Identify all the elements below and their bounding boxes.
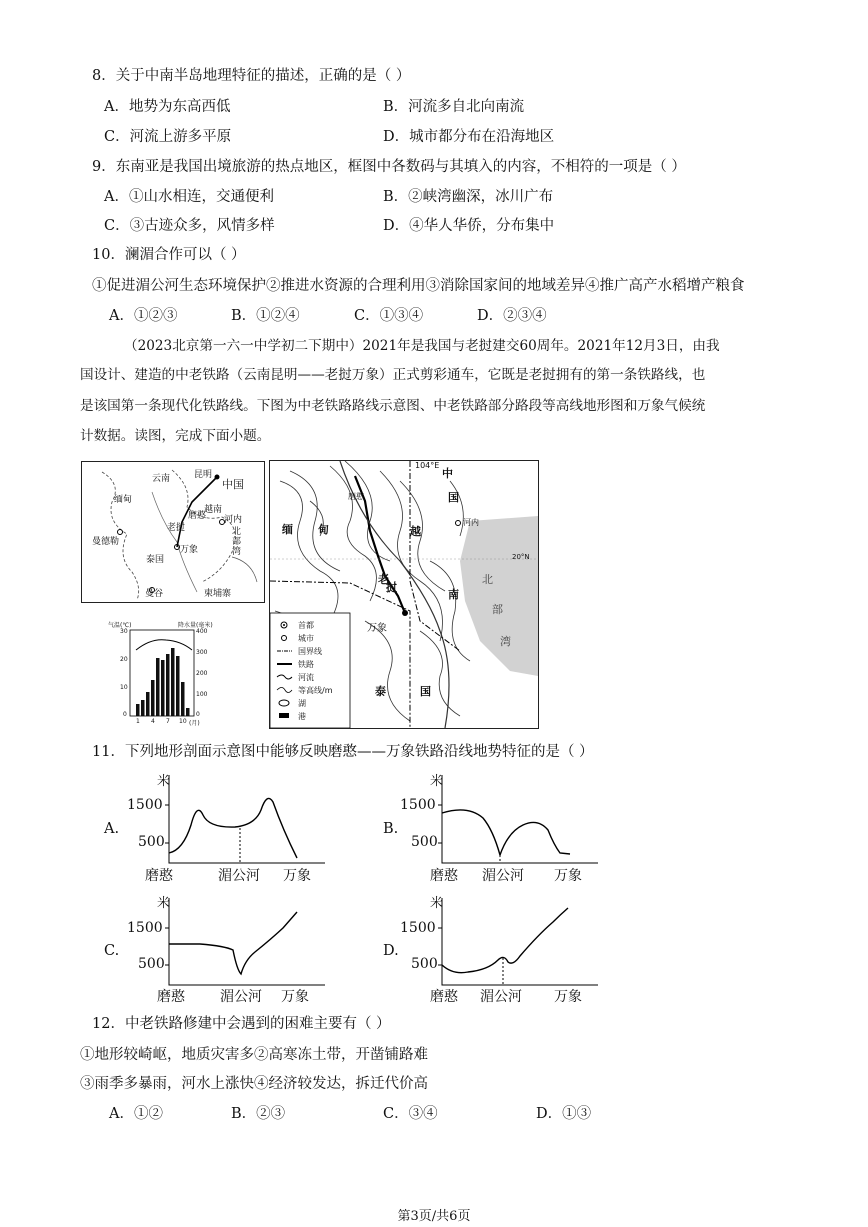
passage-line-3: 是该国第一条现代化铁路线。下图为中老铁路路线示意图、中老铁路部分路段等高线地形图和万象气候统	[80, 398, 706, 414]
q8-option-a: A．地势为东高西低	[104, 99, 231, 115]
climate-left-unit: 气温(℃)	[108, 622, 132, 629]
profile-a-xlabel-mohan: 磨憨	[145, 868, 173, 884]
page-number: 第3页/共6页	[397, 1209, 471, 1224]
profile-c-xlabel-vientiane: 万象	[281, 989, 309, 1005]
q12-line-2: ③雨季多暴雨，河水上涨快④经济较发达，拆迁代价高	[80, 1076, 428, 1092]
map2-label: 国	[420, 685, 431, 698]
q9-option-c: C．③古迹众多，风情多样	[104, 218, 275, 234]
map1-label-thailand: 泰国	[146, 555, 165, 565]
map1-label-yunnan: 云南	[152, 474, 171, 484]
climate-right-tick: 300	[196, 649, 208, 656]
q10-option-a: A．①②③	[109, 308, 178, 324]
q12-option-b: B．②③	[231, 1106, 286, 1122]
q12-line-1: ①地形较崎岖，地质灾害多②高寒冻土带，开凿铺路难	[80, 1047, 428, 1063]
q10-option-d: D．②③④	[477, 308, 547, 324]
q9-option-a: A．①山水相连，交通便利	[104, 189, 274, 205]
map1-label-bangkok: 曼谷	[145, 589, 164, 599]
map1-label-kunming: 昆明	[194, 470, 213, 480]
profile-d-xlabel-vientiane: 万象	[554, 989, 582, 1005]
map2-label: 南	[448, 588, 459, 601]
map2-label: 河内	[463, 518, 479, 527]
q9-option-d: D．④华人华侨，分布集中	[383, 218, 555, 234]
vientiane-climate-chart	[106, 620, 218, 728]
profile-a	[125, 770, 325, 888]
q12-option-c: C．③④	[383, 1106, 438, 1122]
passage-line-2: 国设计、建造的中老铁路（云南昆明——老挝万象）正式剪彩通车，它既是老挝拥有的第一条铁路线，也	[80, 367, 706, 383]
profile-c-unit: 米	[157, 896, 171, 911]
profile-b-xlabel-mekong: 湄公河	[482, 868, 524, 884]
passage-line-1: （2023北京第一六一中学初二下期中）2021年是我国与老挝建交60周年。2021年12月3日，由我	[124, 338, 720, 354]
q12-stem: 12．中老铁路修建中会遇到的困难主要有（ ）	[92, 1016, 391, 1032]
q11-option-c: C.	[104, 943, 120, 959]
map2-legend: 等高线/m	[298, 686, 333, 695]
map1-label-mandalay: 曼德勒	[92, 537, 120, 547]
climate-left-tick: 10	[120, 684, 128, 691]
q10-option-b: B．①②④	[231, 308, 300, 324]
map2-label: 越	[410, 525, 421, 538]
climate-x-tick: 7	[166, 718, 170, 725]
map2-legend: 首都	[298, 621, 314, 630]
profile-d-xlabel-mohan: 磨憨	[430, 989, 458, 1005]
profile-c	[125, 890, 325, 1008]
railway-route-map	[81, 461, 265, 603]
map1-label-vietnam: 越南	[204, 505, 223, 515]
climate-right-tick: 0	[196, 711, 200, 718]
map2-label: 国	[448, 491, 459, 504]
map2-legend: 铁路	[298, 660, 314, 669]
map1-label-myanmar: 缅甸	[114, 495, 133, 505]
map2-label: 磨憨	[348, 492, 364, 501]
profile-a-tick-1500: 1500	[127, 797, 163, 813]
q12-option-a: A．①②	[109, 1106, 163, 1122]
profile-b-tick-500: 500	[411, 834, 438, 850]
profile-b-tick-1500: 1500	[400, 797, 436, 813]
map2-label: 泰	[375, 685, 386, 698]
profile-d-tick-500: 500	[411, 956, 438, 972]
profile-c-xlabel-mekong: 湄公河	[220, 989, 262, 1005]
q8-option-c: C．河流上游多平原	[104, 129, 232, 145]
profile-c-xlabel-mohan: 磨憨	[157, 989, 185, 1005]
q9-option-b: B．②峡湾幽深，冰川广布	[383, 189, 554, 205]
profile-a-unit: 米	[157, 774, 171, 789]
climate-x-tick: 4	[151, 718, 155, 725]
profile-d-xlabel-mekong: 湄公河	[480, 989, 522, 1005]
map2-legend: 国界线	[298, 647, 322, 656]
q11-stem: 11．下列地形剖面示意图中能够反映磨憨——万象铁路沿线地势特征的是（ ）	[92, 744, 594, 760]
map2-legend: 港	[298, 712, 306, 721]
map1-label-beibu-gulf: 北部湾	[232, 527, 242, 557]
profile-a-xlabel-vientiane: 万象	[283, 868, 311, 884]
climate-left-tick: 0	[123, 711, 127, 718]
q8-stem: 8．关于中南半岛地理特征的描述，正确的是（ ）	[92, 68, 411, 84]
profile-a-tick-500: 500	[138, 834, 165, 850]
profile-d-unit: 米	[430, 896, 444, 911]
climate-x-tick: 10	[179, 718, 187, 725]
climate-right-tick: 200	[196, 670, 208, 677]
contour-terrain-map	[269, 460, 539, 729]
map2-label: 湾	[500, 635, 511, 648]
map1-label-laos: 老挝	[167, 523, 186, 533]
map2-label: 部	[492, 603, 503, 616]
profile-b-xlabel-vientiane: 万象	[554, 868, 582, 884]
q10-items: ①促进湄公河生态环境保护②推进水资源的合理利用③消除国家间的地域差异④推广高产水稻增产粮食	[92, 278, 745, 294]
map2-legend: 城市	[298, 634, 314, 643]
map2-label: 挝	[386, 581, 397, 594]
map2-label: 万象	[367, 623, 387, 634]
q11-option-b: B.	[383, 821, 399, 837]
profile-b-xlabel-mohan: 磨憨	[430, 868, 458, 884]
profile-c-tick-500: 500	[138, 956, 165, 972]
q10-stem: 10．澜湄合作可以（ ）	[92, 247, 246, 263]
climate-left-tick: 20	[120, 656, 128, 663]
map1-label-cambodia: 柬埔寨	[204, 589, 232, 599]
profile-a-xlabel-mekong: 湄公河	[218, 868, 260, 884]
profile-d	[398, 890, 598, 1008]
map1-label-vientiane: 万象	[180, 545, 199, 555]
passage-line-4: 计数据。读图，完成下面小题。	[80, 428, 271, 444]
map2-label: 104°E	[415, 461, 440, 470]
map2-legend: 河流	[298, 673, 314, 682]
map2-label: 甸	[318, 523, 329, 536]
climate-right-tick: 400	[196, 628, 208, 635]
map1-label-mohan: 磨憨	[188, 511, 207, 521]
profile-b	[398, 770, 598, 888]
map2-label: 老	[378, 573, 389, 586]
climate-left-tick: 30	[120, 628, 128, 635]
map2-label: 缅	[282, 523, 293, 536]
profile-d-tick-1500: 1500	[400, 920, 436, 936]
q10-option-c: C．①③④	[354, 308, 424, 324]
map2-legend: 湖	[298, 699, 306, 708]
q11-option-a: A.	[104, 821, 120, 837]
q12-option-d: D．①③	[536, 1106, 592, 1122]
climate-right-unit: 降水量(毫米)	[178, 622, 213, 629]
q8-option-b: B．河流多自北向南流	[383, 99, 525, 115]
climate-x-tick: 1	[136, 718, 140, 725]
profile-b-unit: 米	[430, 774, 444, 789]
profile-c-tick-1500: 1500	[127, 920, 163, 936]
q11-option-d: D.	[383, 943, 399, 959]
q9-stem: 9．东南亚是我国出境旅游的热点地区，框图中各数码与其填入的内容，不相符的一项是（ ）	[92, 159, 686, 175]
map2-label: 20°N	[512, 553, 530, 561]
map2-label: 北	[482, 573, 493, 586]
climate-x-tick: (月)	[189, 720, 200, 727]
climate-right-tick: 100	[196, 691, 208, 698]
map1-label-hanoi: 河内	[224, 515, 243, 525]
map2-label: 中	[442, 467, 453, 480]
q8-option-d: D．城市都分布在沿海地区	[383, 129, 555, 145]
map1-label-china: 中国	[222, 478, 244, 491]
